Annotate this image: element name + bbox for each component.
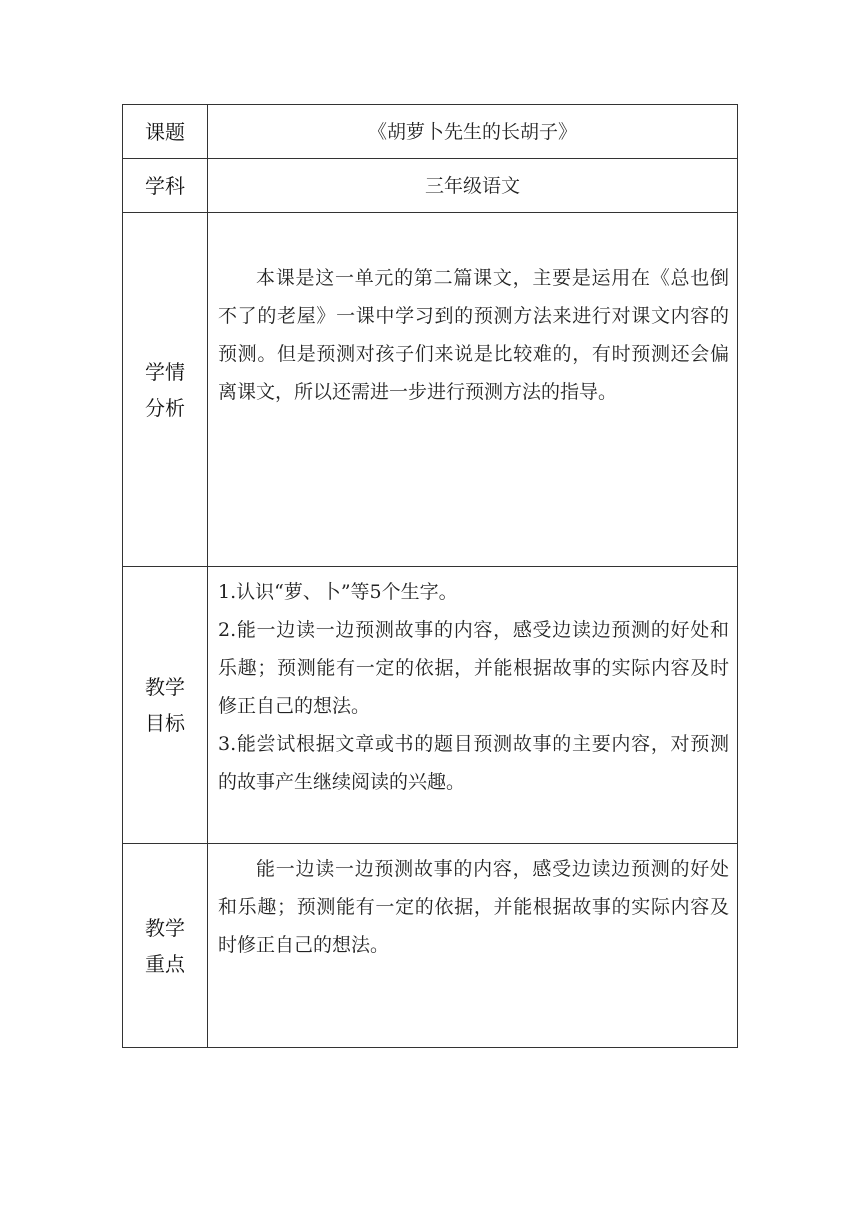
table-row-analysis [123, 213, 738, 567]
key-points-content [208, 844, 738, 1048]
label-subject [123, 159, 208, 213]
label-subject-text: 学科 [145, 173, 185, 198]
table-row-goals [123, 567, 738, 844]
label-title-text: 课题 [145, 119, 185, 144]
analysis-content [208, 213, 738, 567]
label-goals-line2: 目标 [145, 711, 185, 735]
label-key-points-line2: 重点 [145, 951, 185, 976]
lesson-title-text: 《胡萝卜先生的长胡子》 [367, 120, 577, 143]
label-analysis [123, 213, 208, 567]
goals-content [208, 567, 738, 844]
label-key-points [123, 844, 208, 1048]
label-goals [123, 567, 208, 844]
label-key-points-line1: 教学 [145, 915, 185, 940]
table-row-key-points [123, 844, 738, 1048]
label-title [123, 105, 208, 159]
label-analysis-line1: 学情 [145, 359, 185, 384]
lesson-title [208, 105, 738, 159]
table-row-subject [123, 159, 738, 213]
goal-item: 3.能尝试根据文章或书的题目预测故事的主要内容，对预测的故事产生继续阅读的兴趣。 [218, 733, 729, 793]
subject-value-text: 三年级语文 [424, 174, 520, 197]
key-points-paragraph: 能一边读一边预测故事的内容，感受边读边预测的好处和乐趣；预测能有一定的依据，并能根据故事的实际内容及时修正自己的想法。 [218, 858, 729, 956]
lesson-plan-table [122, 104, 738, 1048]
table-row-title [123, 105, 738, 159]
label-goals-line1: 教学 [145, 675, 185, 699]
subject-value [208, 159, 738, 213]
analysis-paragraph: 本课是这一单元的第二篇课文，主要是运用在《总也倒不了的老屋》一课中学习到的预测方法来进行对课文内容的预测。但是预测对孩子们来说是比较难的，有时预测还会偏离课文，所以还需进一步进行预测方法的指导。 [218, 267, 729, 403]
goal-item: 1.认识“萝、卜”等5个生字。 [218, 581, 458, 603]
goal-item: 2.能一边读一边预测故事的内容，感受边读边预测的好处和乐趣；预测能有一定的依据，并能根据故事的实际内容及时修正自己的想法。 [218, 619, 729, 717]
label-analysis-line2: 分析 [145, 395, 185, 420]
